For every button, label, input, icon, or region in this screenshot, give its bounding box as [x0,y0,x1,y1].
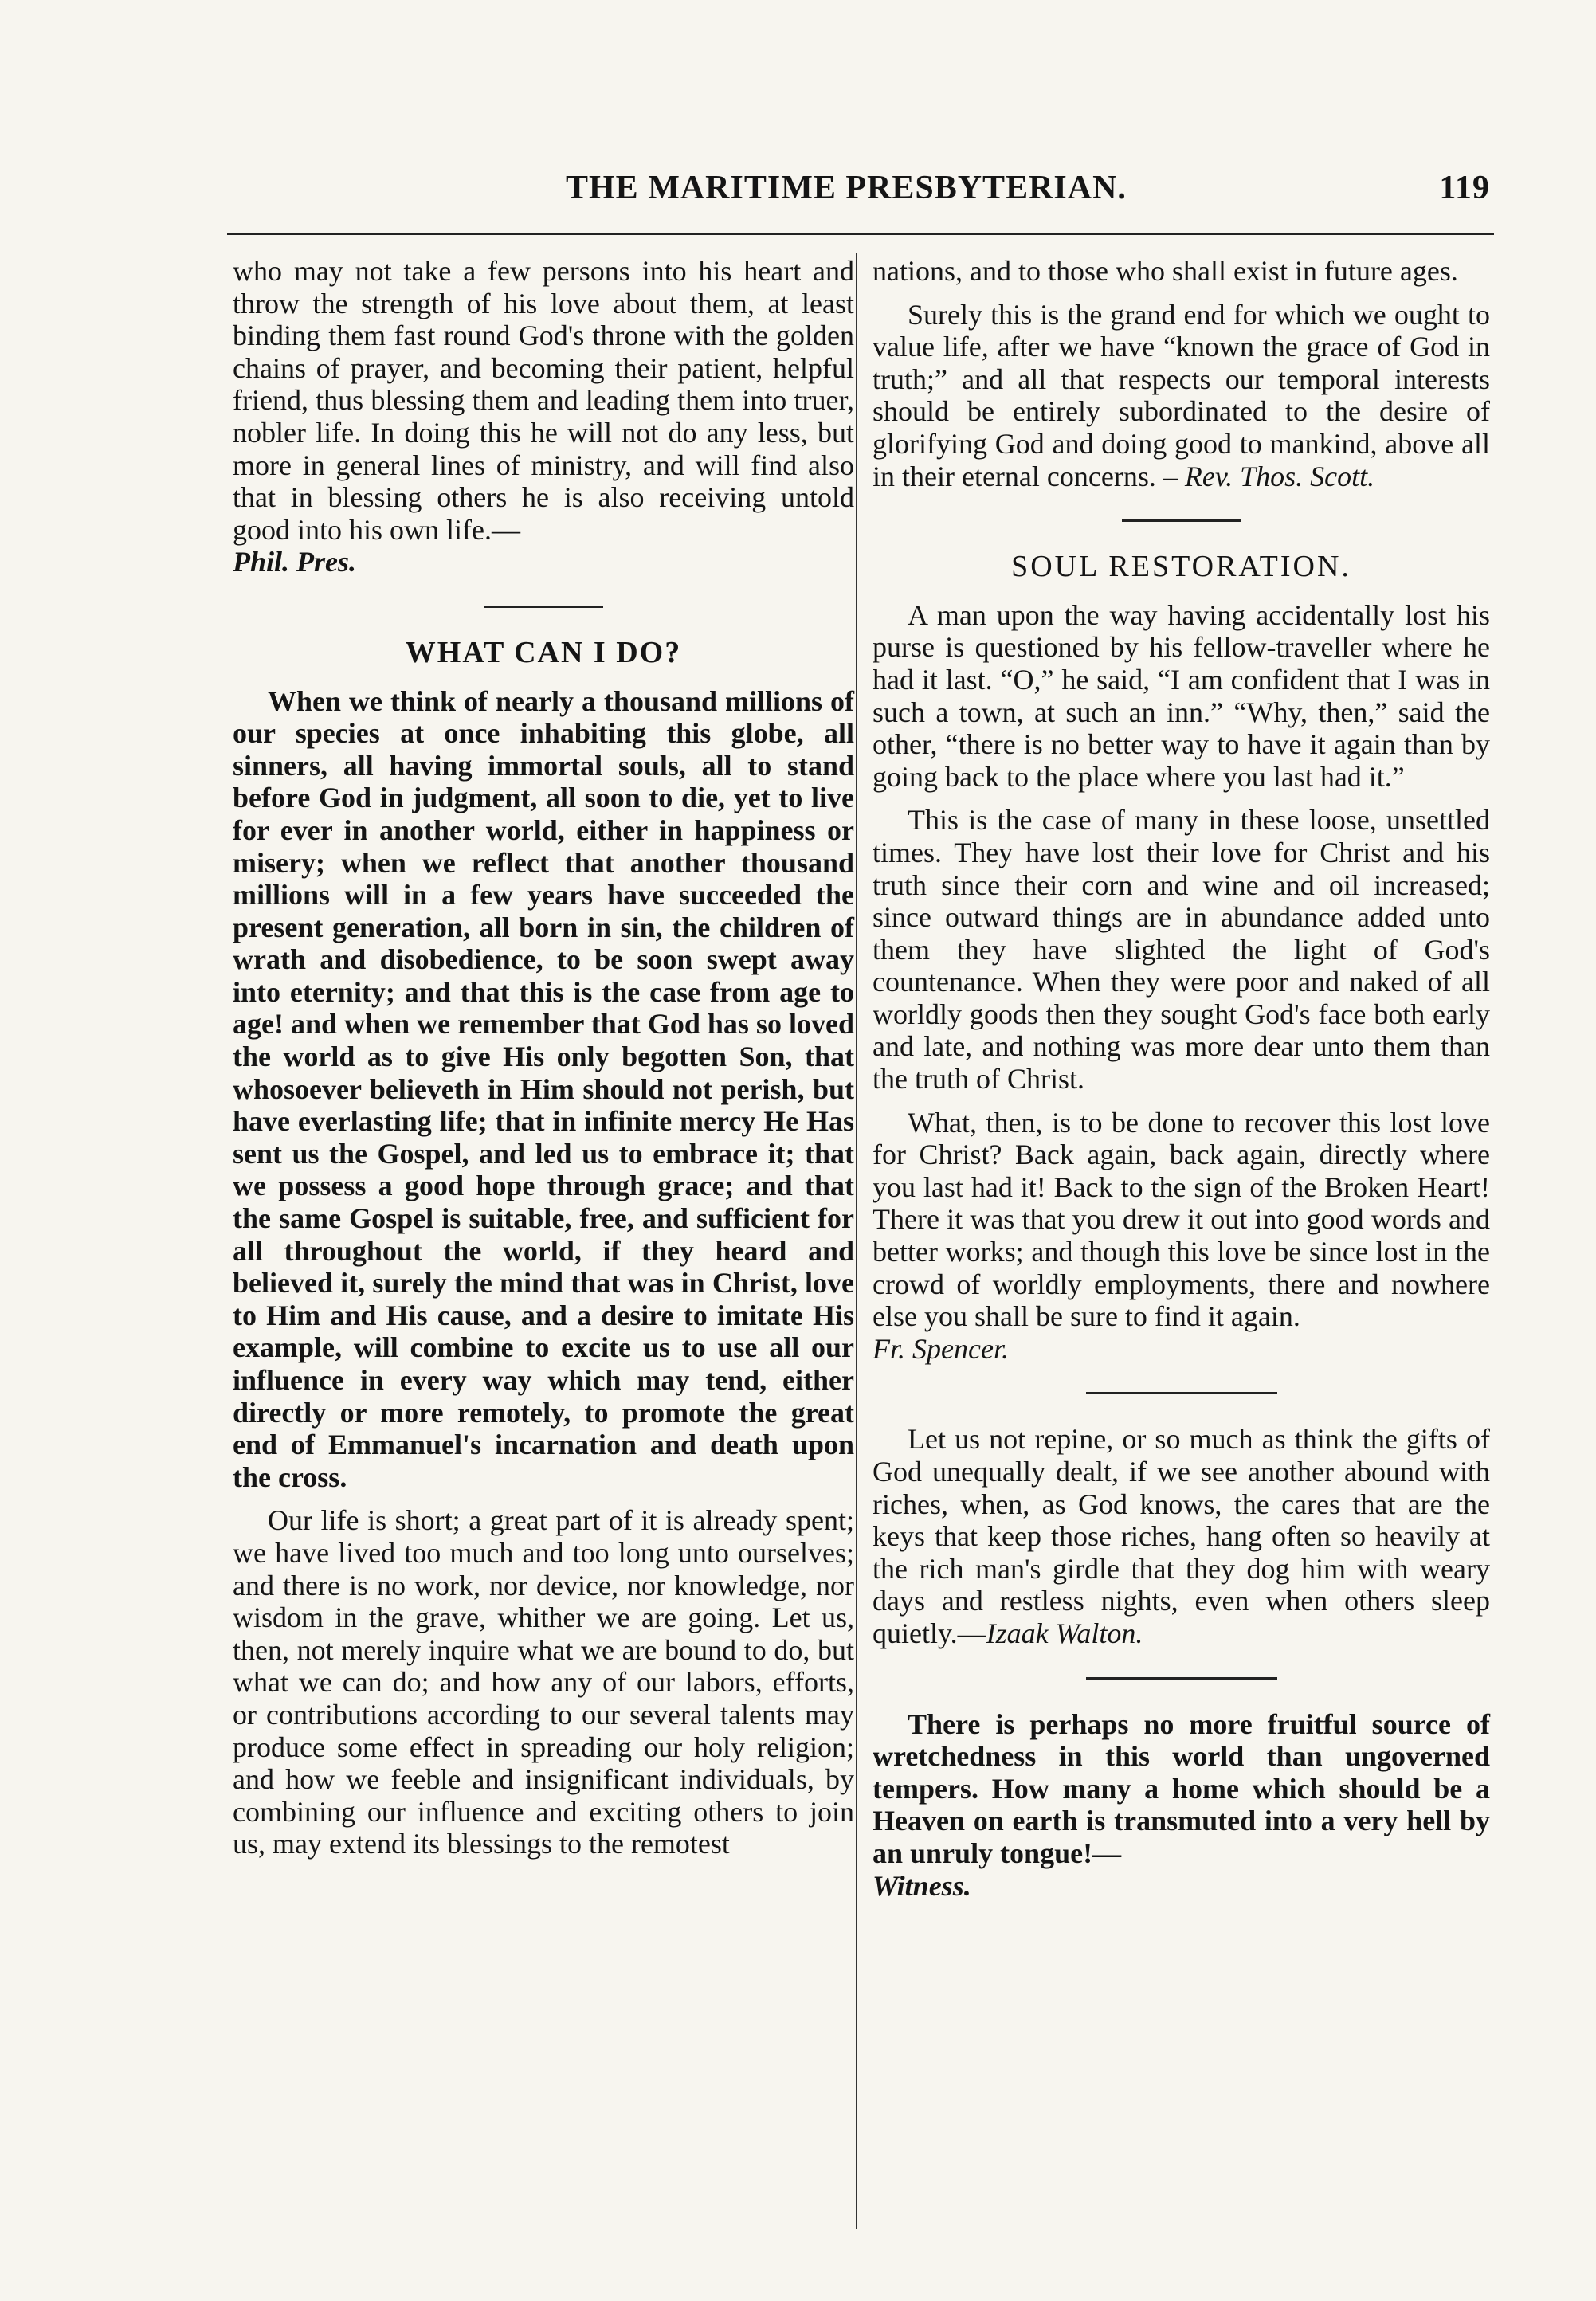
article-continuation [233,255,854,578]
section-heading: WHAT CAN I DO? [405,635,682,669]
attribution: Rev. Thos. Scott. [1184,460,1375,492]
paragraph-text: There is perhaps no more fruitful source of wretchedness in this world than ungoverned tempers. How many a home which should be a Heaven on earth is transmuted into a very hell by an unruly tongue!— [873,1707,1490,1869]
header-rule [227,233,1494,235]
paragraph: Our life is short; a great part of it is already spent; we have lived too much and too long unto ourselves; and there is no work, nor device, nor knowledge, nor wisdom in the grave, whither we are going. Let us, then, not merely inquire what we are bound to do, but what we can do; and how any of our labors, efforts, or contributions according to our several talents may produce some effect in spreading our holy religion; and how we feeble and insignificant individuals, by combining our influence and exciting others to join us, may extend its blessings to the remotest [233,1504,854,1860]
page-number: 119 [1439,170,1490,206]
attribution: Phil. Pres. [233,546,357,578]
paragraph-text: Surely this is the grand end for which we ought to value life, after we have “known the grace of God in truth;” and all that respects our temporal interests should be entirely subordinated to the desire of glorifying God and doing good to mankind, above all in their eternal concerns. – [873,298,1490,492]
paragraph-text: Let us not repine, or so much as think the gifts of God unequally dealt, if we see another abound with riches, when, as God knows, the cares that are the keys that keep those riches, hang often so heavily at the rich man's girdle that they dog him with weary days and restless nights, even when others sleep quietly.— [873,1423,1490,1649]
paragraph [873,1423,1490,1649]
attribution: Witness. [873,1869,971,1902]
paragraph: This is the case of many in these loose, unsettled times. They have lost their love for Christ and his truth since their corn and wine and oil increased; since outward things are in abundance added unto them they have slighted the light of God's countenance. When they were poor and naked of all worldly goods then they sought God's face both early and late, and nothing was more dear unto them than the truth of Christ. [873,804,1490,1096]
right-column [873,255,1490,1913]
paragraph-text: What, then, is to be done to recover this lost love for Christ? Back again, back again, directly where you last had it! Back to the sign of the Broken Heart! There it was that you drew it out into good words and better works; and though this love be since lost in the crowd of worldly employments, there and nowhere else you shall be sure to find it again. [873,1106,1490,1333]
paragraph [873,1107,1490,1366]
paragraph [873,1708,1490,1903]
paragraph [873,299,1490,493]
paragraph: When we think of nearly a thousand millions of our species at once inhabiting this globe, all sinners, all having immortal souls, all to stand before God in judgment, all soon to die, yet to live for ever in another world, either in happiness or misery; when we reflect that another thousand millions will in a few years have succeeded the present generation, all born in sin, the children of wrath and disobedience, to be soon swept away into eternity; and that this is the case from age to age! and when we remember that God has so loved the world as to give His only begotten Son, that whosoever believeth in Him should not perish, but have everlasting life; that in infinite mercy He Has sent us the Gospel, and led us to embrace it; that we possess a good hope through grace; and that the same Gospel is suitable, free, and sufficient for all throughout the world, if they heard and believed it, surely the mind that was in Christ, love to Him and His cause, and a desire to imitate His example, will combine to excite us to use all our influence in every way which may tend, either directly or more remotely, to promote the great end of Emmanuel's incarnation and death upon the cross. [233,684,854,1493]
section-separator [484,606,603,608]
column-divider [856,253,857,2229]
section-separator [1122,519,1241,522]
journal-title: THE MARITIME PRESBYTERIAN. [566,170,1127,206]
paragraph: nations, and to those who shall exist in future ages. [873,255,1458,287]
section-heading: SOUL RESTORATION. [1011,550,1351,584]
attribution: Izaak Walton. [986,1617,1143,1649]
section-separator [1086,1677,1277,1680]
paragraph: A man upon the way having accidentally lost his purse is questioned by his fellow-traveller where he had it last. “O,” he said, “I am confident that I was in such a town, at such an inn.” “Why, then,” said the other, “there is no better way to have it again than by going back to the place where you last had it.” [873,598,1490,793]
section-separator [1086,1392,1277,1394]
attribution: Fr. Spencer. [873,1332,1009,1365]
left-column [233,255,854,1872]
paragraph-text: who may not take a few persons into his heart and throw the strength of his love about them, at least binding them fast round God's throne with the golden chains of prayer, and becoming their patient, helpful friend, thus blessing them and leading them into truer, nobler life. In doing this he will not do any less, but more in general lines of ministry, and will find also that in blessing others he is also receiving untold good into his own life.— [233,255,854,546]
